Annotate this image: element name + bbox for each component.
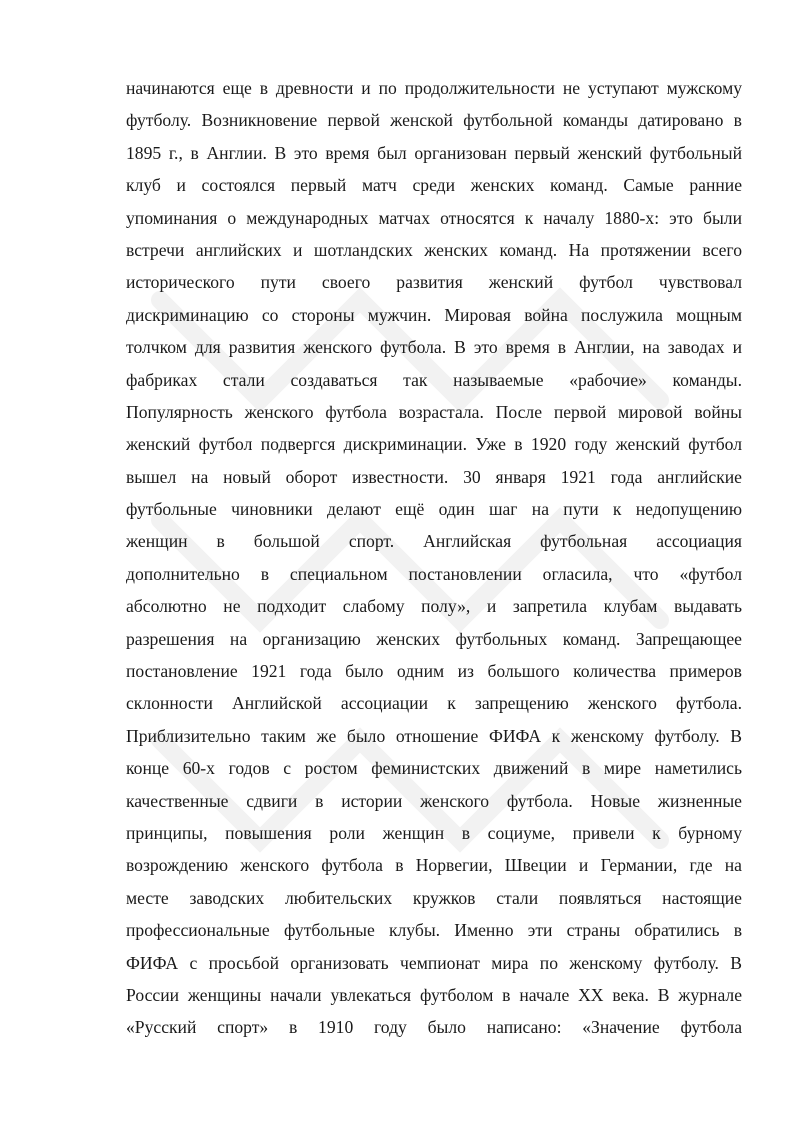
text-line: «Русский спорт» в 1910 году было написано: «Значение футбола [126, 1017, 742, 1038]
text-line: профессиональные футбольные клубы. Именно эти страны обратились в [126, 920, 742, 941]
text-line: толчком для развития женского футбола. В это время в Англии, на заводах и [126, 337, 742, 358]
text-line: вышел на новый оборот известности. 30 января 1921 года английские [126, 466, 742, 487]
text-line: 1895 г., в Англии. В это время был организован первый женский футбольный [126, 142, 742, 163]
text-line: фабриках стали создаваться так называемые «рабочие» команды. [126, 369, 742, 390]
text-line: месте заводских любительских кружков стали появляться настоящие [126, 887, 742, 908]
text-line: склонности Английской ассоциации к запрещению женского футбола. [126, 693, 742, 714]
text-line: разрешения на организацию женских футбольных команд. Запрещающее [126, 628, 742, 649]
text-line: дополнительно в специальном постановлении огласила, что «футбол [126, 563, 742, 584]
text-line: начинаются еще в древности и по продолжительности не уступают мужскому [126, 78, 742, 98]
body-text [126, 72, 742, 1044]
text-line: возрождению женского футбола в Норвегии, Швеции и Германии, где на [126, 855, 742, 876]
text-line: качественные сдвиги в истории женского футбола. Новые жизненные [126, 790, 742, 811]
text-line: России женщины начали увлекаться футболом в начале XX века. В журнале [126, 984, 742, 1005]
text-line: Приблизительно таким же было отношение ФИФА к женскому футболу. В [126, 725, 742, 746]
text-line: ФИФА с просьбой организовать чемпионат мира по женскому футболу. В [126, 952, 742, 973]
text-line: исторического пути своего развития женский футбол чувствовал [126, 272, 742, 293]
text-line: конце 60-х годов с ростом феминистских движений в мире наметились [126, 758, 742, 779]
text-line: принципы, повышения роли женщин в социуме, привели к бурному [126, 822, 742, 843]
text-line: постановление 1921 года было одним из большого количества примеров [126, 661, 742, 682]
text-line: женский футбол подвергся дискриминации. Уже в 1920 году женский футбол [126, 434, 742, 455]
text-line: клуб и состоялся первый матч среди женских команд. Самые ранние [126, 175, 742, 196]
text-line: футбольные чиновники делают ещё один шаг на пути к недопущению [126, 499, 742, 520]
text-line: абсолютно не подходит слабому полу», и запретила клубам выдавать [126, 596, 742, 617]
text-line: упоминания о международных матчах относятся к началу 1880-х: это были [126, 207, 742, 228]
text-line: встречи английских и шотландских женских команд. На протяжении всего [126, 239, 742, 260]
text-line: футболу. Возникновение первой женской футбольной команды датировано в [126, 110, 742, 131]
text-line: дискриминацию со стороны мужчин. Мировая война послужила мощным [126, 304, 742, 325]
text-line: Популярность женского футбола возрастала. После первой мировой войны [126, 401, 742, 422]
text-line: женщин в большой спорт. Английская футбольная ассоциация [126, 531, 742, 552]
